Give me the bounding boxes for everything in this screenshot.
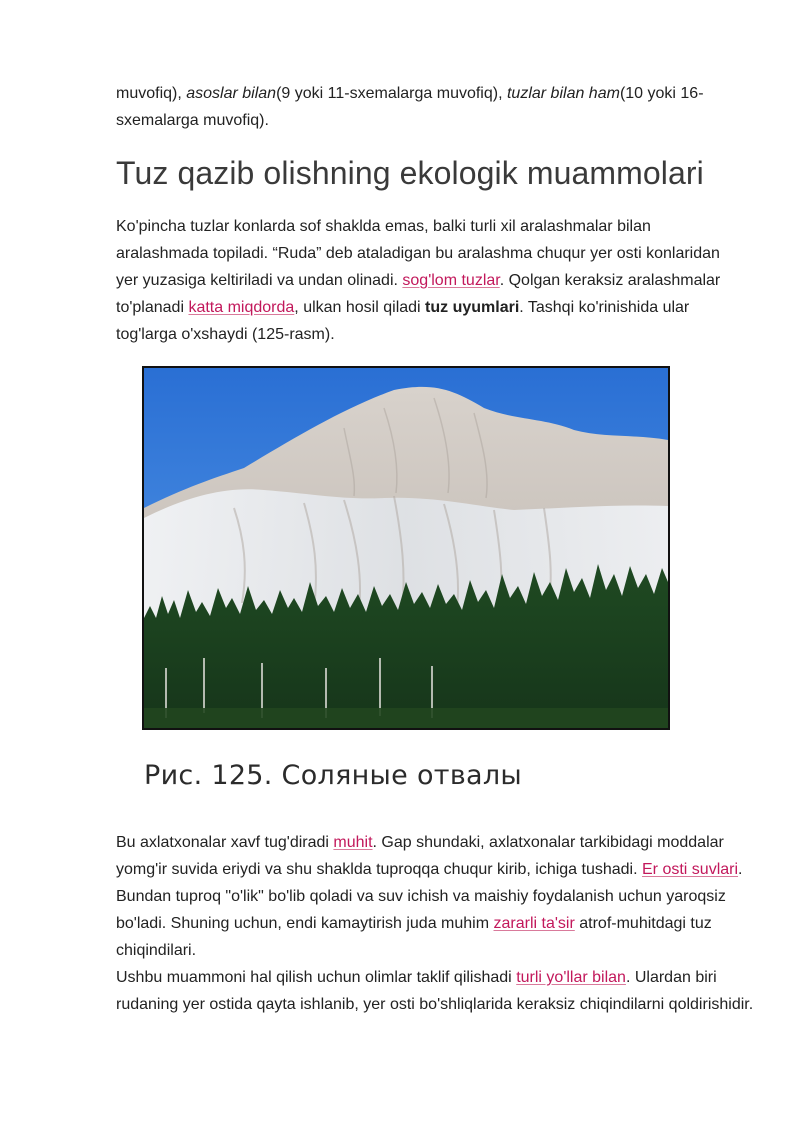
link-muhit[interactable]: muhit [333, 834, 373, 851]
main-text-2: . Qolgan keraksiz aralashmalar to'planadi [116, 272, 721, 316]
intro-text-1: muvofiq), [116, 85, 187, 102]
section-heading: Tuz qazib olishning ekologik muammolari [116, 155, 704, 191]
main-text-1: Ko'pincha tuzlar konlarda sof shaklda emas, balki turli xil aralashmalar bilan aralashmada topiladi. “Ruda” deb ataladigan bu aralashma chuqur yer osti konlaridan yer yuzasiga keltiriladi va undan olinadi. [116, 218, 720, 289]
article-top [116, 80, 746, 348]
bottom-text-2: . Gap shundaki, axlatxonalar tarkibidagi moddalar yomg'ir suvida eriydi va shu shaklda tuproqqa chuqur kirib, ichiga tushadi. [116, 834, 724, 878]
link-soglom-tuzlar[interactable]: sog'lom tuzlar [402, 272, 500, 289]
intro-emphasis-1: asoslar bilan [186, 85, 277, 102]
link-katta-miqdorda[interactable]: katta miqdorda [188, 299, 295, 316]
link-er-osti-suvlari[interactable]: Er osti suvlari [642, 861, 739, 878]
main-paragraph [116, 213, 746, 348]
intro-text-2: (9 yoki 11-sxemalarga muvofiq), [276, 85, 507, 102]
last-paragraph [116, 964, 756, 1018]
main-text-4: . Tashqi ko'rinishida ular tog'larga o'xshaydi (125-rasm). [116, 299, 690, 343]
main-text-3: , ulkan hosil qiladi [294, 299, 426, 316]
figure-caption: Рис. 125. Соляные отвалы [144, 760, 523, 791]
link-turli-yollar-bilan[interactable]: turli yo'llar bilan [516, 969, 626, 986]
main-bold-text: tuz uyumlari [425, 299, 520, 316]
intro-text-3: (10 yoki 16-sxemalarga muvofiq). [116, 85, 704, 129]
bottom-text-4: atrof-muhitdagi tuz chiqindilari. [116, 915, 712, 959]
bottom-text-3: . Bundan tuproq "o'lik" bo'lib qoladi va suv ichish va maishiy foydalanish uchun yaroqsiz bo'ladi. Shuning uchun, endi kamaytirish juda muhim [116, 861, 743, 932]
article-bottom [116, 829, 756, 1018]
bottom-paragraph [116, 829, 756, 964]
intro-emphasis-2: tuzlar bilan ham [506, 85, 620, 102]
link-zararli-tasir[interactable]: zararli ta'sir [493, 915, 575, 932]
bottom-text-1: Bu axlatxonalar xavf tug'diradi [116, 834, 334, 851]
last-text-1: Ushbu muammoni hal qilish uchun olimlar taklif qilishadi [116, 969, 517, 986]
salt-dump-photo [142, 366, 670, 730]
last-text-2: . Ulardan biri rudaning yer ostida qayta ishlanib, yer osti bo'shliqlarida keraksiz chiqindilarni qoldirishidir. [116, 969, 754, 1013]
intro-paragraph [116, 80, 746, 134]
